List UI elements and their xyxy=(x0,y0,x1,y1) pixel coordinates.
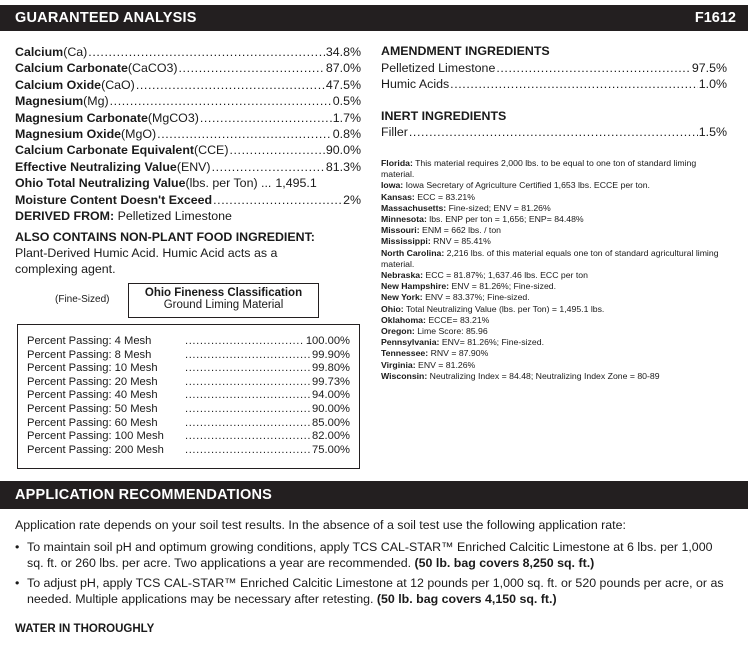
state-entry: Iowa: Iowa Secretary of Agriculture Certified 1,653 lbs. ECCE per ton. xyxy=(381,180,650,191)
product-code: F1612 xyxy=(694,10,736,26)
water-in-thoroughly: WATER IN THOROUGHLY xyxy=(15,623,155,635)
state-entry: Kansas: ECC = 83.21% xyxy=(381,191,475,202)
also-contains-heading: ALSO CONTAINS NON-PLANT FOOD INGREDIENT: xyxy=(15,230,315,244)
mesh-table xyxy=(17,324,360,469)
analysis-row: Moisture Content Doesn't Exceed ..... 2% xyxy=(15,192,361,208)
fineness-title: Ohio Fineness Classification xyxy=(144,287,303,299)
state-entry: Nebraska: ECC = 81.87%; 1,637.46 lbs. ECC per ton xyxy=(381,270,588,281)
inert-heading: INERT INGREDIENTS xyxy=(381,109,507,123)
mesh-row: Percent Passing: 50 Mesh ..... 90.00% xyxy=(27,403,350,417)
state-entry: Virginia: ENV = 81.26% xyxy=(381,359,476,370)
analysis-row: Effective Neutralizing Value (ENV) ..... 81.3% xyxy=(15,159,361,175)
analysis-row: Calcium Oxide (CaO) ..... 47.5% xyxy=(15,77,361,93)
fineness-subtitle: Ground Liming Material xyxy=(163,299,284,311)
application-header xyxy=(0,481,748,509)
state-entry: Missouri: ENM = 662 lbs. / ton xyxy=(381,225,501,236)
analysis-list xyxy=(15,44,361,208)
amendment-row: Humic Acids ..... 1.0% xyxy=(381,77,727,91)
application-bullet: • To maintain soil pH and optimum growing conditions, apply TCS CAL-STAR™ Enriched Calcitic Limestone at 6 lbs. per 1,000 sq. ft. or 260 lbs. per acre. Two applications a year are recommended. (50 lb. bag covers 8,250 sq. ft.) xyxy=(15,540,713,570)
mesh-row: Percent Passing: 20 Mesh ..... 99.73% xyxy=(27,376,350,390)
also-contains-text: Plant-Derived Humic Acid. Humic Acid acts as a complexing agent. xyxy=(15,246,278,276)
mesh-row: Percent Passing: 8 Mesh ..... 99.90% xyxy=(27,349,350,363)
header-title: GUARANTEED ANALYSIS xyxy=(15,10,197,26)
amendment-heading: AMENDMENT INGREDIENTS xyxy=(381,44,550,58)
application-title: APPLICATION RECOMMENDATIONS xyxy=(15,487,272,503)
derived-from: DERIVED FROM: Pelletized Limestone xyxy=(15,209,232,223)
state-entry: Pennsylvania: ENV= 81.26%; Fine-sized. xyxy=(381,337,544,348)
analysis-row: Magnesium (Mg) ..... 0.5% xyxy=(15,93,361,109)
analysis-row: Ohio Total Neutralizing Value (lbs. per Ton) ... 1,495.1 xyxy=(15,176,317,191)
state-entry: North Carolina: 2,216 lbs. of this material equals one ton of standard agricultural liming material. xyxy=(381,247,719,269)
state-entry: Ohio: Total Neutralizing Value (lbs. per Ton) = 1,495.1 lbs. xyxy=(381,303,605,314)
application-intro: Application rate depends on your soil test results. In the absence of a soil test use the following application rate: xyxy=(15,518,626,532)
inert-row: Filler ..... 1.5% xyxy=(381,125,727,139)
fine-sized-label: (Fine-Sized) xyxy=(55,294,110,305)
state-entry: Mississippi: RNV = 85.41% xyxy=(381,236,491,247)
bullet-marker: • xyxy=(15,540,20,554)
amendment-row: Pelletized Limestone ..... 97.5% xyxy=(381,61,727,75)
mesh-row: Percent Passing: 100 Mesh ..... 82.00% xyxy=(27,430,350,444)
state-entry: New York: ENV = 83.37%; Fine-sized. xyxy=(381,292,530,303)
mesh-row: Percent Passing: 10 Mesh ..... 99.80% xyxy=(27,362,350,376)
state-entry: Wisconsin: Neutralizing Index = 84.48; Neutralizing Index Zone = 80-89 xyxy=(381,370,660,381)
state-entry: Oklahoma: ECCE= 83.21% xyxy=(381,314,490,325)
mesh-row: Percent Passing: 60 Mesh ..... 85.00% xyxy=(27,417,350,431)
analysis-row: Magnesium Carbonate (MgCO3) ..... 1.7% xyxy=(15,110,361,126)
guaranteed-analysis-header xyxy=(0,5,748,31)
state-entry: Florida: This material requires 2,000 lbs. to be equal to one ton of standard liming material. xyxy=(381,158,697,180)
mesh-row: Percent Passing: 200 Mesh ..... 75.00% xyxy=(27,444,350,458)
analysis-row: Calcium Carbonate Equivalent (CCE) ..... 90.0% xyxy=(15,142,361,158)
mesh-row: Percent Passing: 4 Mesh ..... 100.00% xyxy=(27,335,350,349)
state-entry: Tennessee: RNV = 87.90% xyxy=(381,348,489,359)
state-entry: New Hampshire: ENV = 81.26%; Fine-sized. xyxy=(381,281,557,292)
mesh-row: Percent Passing: 40 Mesh ..... 94.00% xyxy=(27,389,350,403)
application-bullet: • To adjust pH, apply TCS CAL-STAR™ Enriched Calcitic Limestone at 12 pounds per 1,000 sq. ft. or 520 pounds per acre, or as needed. Multiple applications may be necessary after retesting. (50 lb. bag covers 4,150 sq. ft.) xyxy=(15,576,724,606)
state-regulations xyxy=(381,158,726,382)
state-entry: Oregon: Lime Score: 85.96 xyxy=(381,326,488,337)
analysis-row: Calcium Carbonate (CaCO3) ..... 87.0% xyxy=(15,60,361,76)
bullet-marker: • xyxy=(15,576,20,590)
analysis-row: Magnesium Oxide (MgO) ..... 0.8% xyxy=(15,126,361,142)
ohio-fineness-box xyxy=(128,283,319,318)
state-entry: Massachusetts: Fine-sized; ENV = 81.26% xyxy=(381,202,551,213)
analysis-row: Calcium (Ca) ..... 34.8% xyxy=(15,44,361,60)
state-entry: Minnesota: lbs. ENP per ton = 1,656; ENP= 84.48% xyxy=(381,214,584,225)
